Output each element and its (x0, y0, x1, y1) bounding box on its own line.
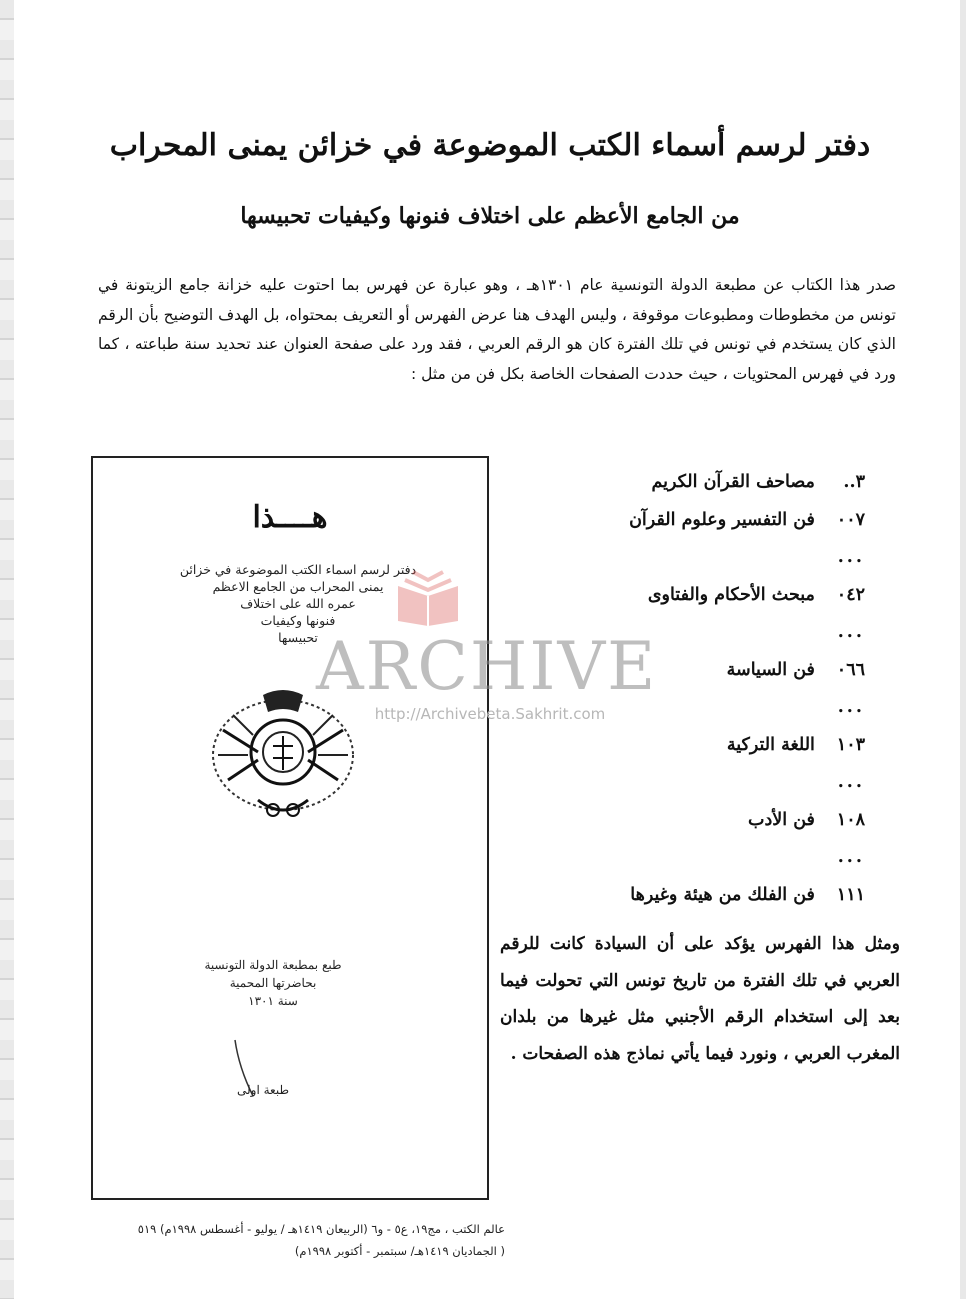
conclusion-text: ومثل هذا الفهرس يؤكد على أن السيادة كانت للرقم العربي في تلك الفترة من تاريخ تونس التي تحولت فيما بعد إلى استخدام الرقم الأجنبي مثل غيرها من بلدان المغرب العربي ، ونورد فيما يأتي نماذج هذه الصفحات . (500, 934, 900, 1064)
scan-right-edge (960, 0, 966, 1299)
toc-number: ٠٠٧ (836, 509, 865, 530)
figure-print-line: بحاضرتها المحمية (229, 976, 317, 990)
conclusion-paragraph (500, 926, 900, 1072)
toc-number: ... (837, 622, 865, 642)
figure-line: فنونها وكيفيات (260, 613, 336, 628)
page-footer (105, 1218, 505, 1262)
toc-number: ١٠٨ (836, 809, 865, 830)
toc-number: ١٠٣ (836, 734, 865, 755)
figure-print-line: طبع بمطبعة الدولة التونسية (204, 958, 342, 972)
figure-edition: طبعة اولى (237, 1083, 289, 1097)
intro-text: صدر هذا الكتاب عن مطبعة الدولة التونسية عام ١٣٠١هـ ، وهو عبارة عن فهرس بما احتوت عليه خزانة جامع الزيتونة في تونس من مخطوطات ومطبوعات موقوفة ، وليس الهدف هنا عرض الفهرس أو التعريف بمحتواه، بل الهدف التوضيح بأن الرقم الذي كان يستخدم في تونس في تلك الفترة كان هو الرقم العربي ، فقد ورد على صفحة العنوان عند تحديد سنة طباعته ، كما ورد في فهرس المحتويات ، حيث حددت الصفحات الخاصة بكل فن من مثل : (98, 276, 896, 383)
toc-number: ... (837, 847, 865, 867)
archive-watermark: ARCHIVE (316, 628, 658, 705)
figure-print-info (153, 956, 393, 1010)
toc-item (545, 577, 865, 615)
toc-item (545, 877, 865, 915)
figure-line: تحبيسها (278, 630, 318, 645)
toc-label: فن التفسير وعلوم القرآن (629, 509, 815, 530)
toc-label: فن الأدب (748, 809, 815, 830)
figure-line: يمنى المحراب من الجامع الاعظم (212, 579, 384, 594)
toc-number: ... (837, 547, 865, 567)
intro-paragraph (98, 271, 896, 389)
toc-ellipsis (545, 764, 865, 802)
page-title: دفتر لرسم أسماء الكتب الموضوعة في خزائن يمنى المحراب (109, 128, 871, 163)
figure-line: عمره الله على اختلاف (240, 596, 356, 611)
footer-citation: عالم الكتب ، مج١٩، ع٥ - و٦ (الربيعان ١٤١٩هـ / يوليو - أغسطس ١٩٩٨م) ٥١٩ (137, 1222, 505, 1236)
toc-label: فن السياسة (726, 659, 815, 680)
toc-ellipsis (545, 839, 865, 877)
footer-citation-2: ( الجماديان ١٤١٩هـ/ سبتمبر - أكتوبر ١٩٩٨م) (294, 1244, 505, 1258)
toc-label: اللغة التركية (726, 734, 815, 755)
figure-heading: هــــذا (252, 500, 328, 535)
toc-label: فن الفلك من هيئة وغيرها (630, 884, 815, 905)
figure-line: دفتر لرسم اسماء الكتب الموضوعة في خزائن (179, 562, 417, 577)
figure-year: سنة ١٣٠١ (248, 994, 298, 1008)
toc-item (545, 802, 865, 840)
toc-label: مبحث الأحكام والفتاوى (647, 584, 815, 605)
toc-label: مصاحف القرآن الكريم (651, 472, 815, 492)
toc-number: ٠٦٦ (836, 659, 865, 680)
toc-ellipsis (545, 539, 865, 577)
toc-item (545, 727, 865, 765)
toc-number: ... (837, 697, 865, 717)
scan-left-edge (0, 0, 14, 1299)
toc-number: ٠٤٢ (836, 584, 865, 605)
toc-item (545, 502, 865, 540)
archive-book-logo (393, 566, 463, 626)
toc-number: ١١١ (836, 884, 865, 905)
toc-number: ٣.. (843, 472, 865, 492)
archive-watermark-url: http://Archivebeta.Sakhrit.com (374, 705, 606, 723)
page-subtitle: من الجامع الأعظم على اختلاف فنونها وكيفيات تحبيسها (240, 203, 740, 229)
toc-item (545, 464, 865, 502)
toc-number: ... (837, 772, 865, 792)
